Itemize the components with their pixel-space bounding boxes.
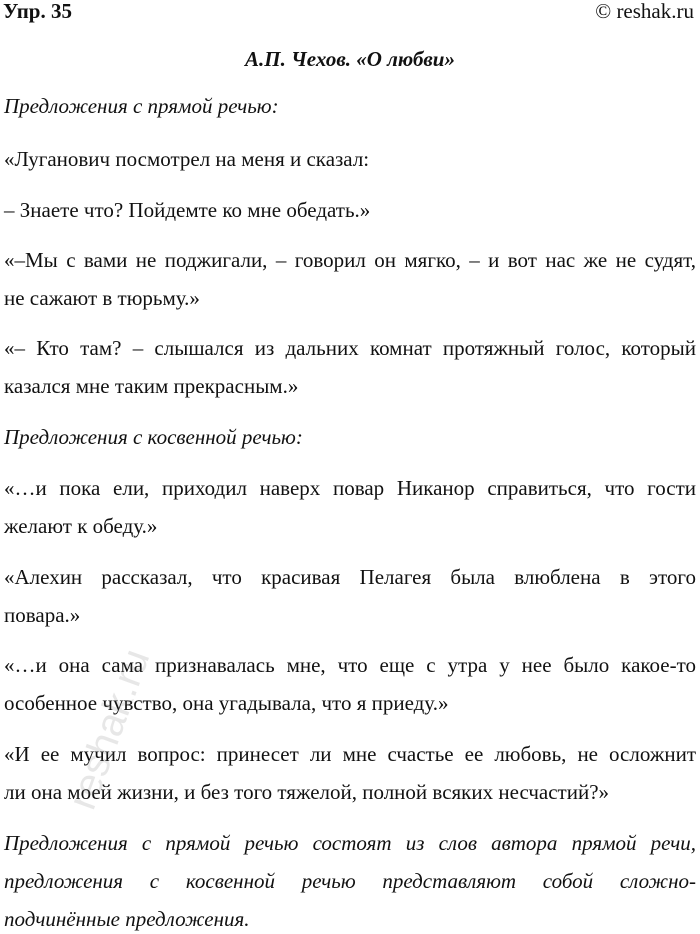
conclusion-line-2: предложения с косвенной речью представляют собой сложно-	[4, 869, 696, 893]
site-copyright: © reshak.ru	[595, 0, 694, 23]
direct-line-4: не сажают в тюрьму.»	[4, 286, 200, 310]
direct-line-1: «Луганович посмотрел на меня и сказал:	[4, 147, 370, 171]
indirect-line-7: «И ее мучил вопрос: принесет ли мне счастье ее любовь, не осложнит	[4, 742, 696, 766]
indirect-line-8: ли она моей жизни, и без того тяжелой, полной всяких несчастий?»	[4, 780, 610, 804]
direct-line-2: – Знаете что? Пойдемте ко мне обедать.»	[4, 198, 371, 222]
indirect-line-3: «Алехин рассказал, что красивая Пелагея была влюблена в этого	[4, 565, 696, 589]
indirect-speech-heading: Предложения с косвенной речью:	[4, 425, 303, 449]
indirect-line-1: «…и пока ели, приходил наверх повар Никанор справиться, что гости	[4, 476, 696, 500]
direct-line-6: казался мне таким прекрасным.»	[4, 374, 299, 398]
direct-speech-heading: Предложения с прямой речью:	[4, 94, 279, 118]
conclusion-line-3: подчинённые предложения.	[4, 907, 250, 931]
indirect-line-2: желают к обеду.»	[4, 514, 158, 538]
conclusion-line-1: Предложения с прямой речью состоят из слов автора прямой речи,	[4, 831, 696, 855]
exercise-label: Упр. 35	[3, 0, 72, 23]
page-title: А.П. Чехов. «О любви»	[245, 47, 455, 71]
direct-line-5: «– Кто там? – слышался из дальних комнат протяжный голос, который	[4, 336, 696, 360]
direct-line-3: «–Мы с вами не поджигали, – говорил он мягко, – и вот нас же не судят,	[4, 248, 696, 272]
indirect-line-4: повара.»	[4, 603, 81, 627]
indirect-line-6: особенное чувство, она угадывала, что я приеду.»	[4, 691, 449, 715]
indirect-line-5: «…и она сама признавалась мне, что еще с утра у нее было какое-то	[4, 653, 696, 677]
watermark: reshak.ru	[60, 643, 159, 816]
